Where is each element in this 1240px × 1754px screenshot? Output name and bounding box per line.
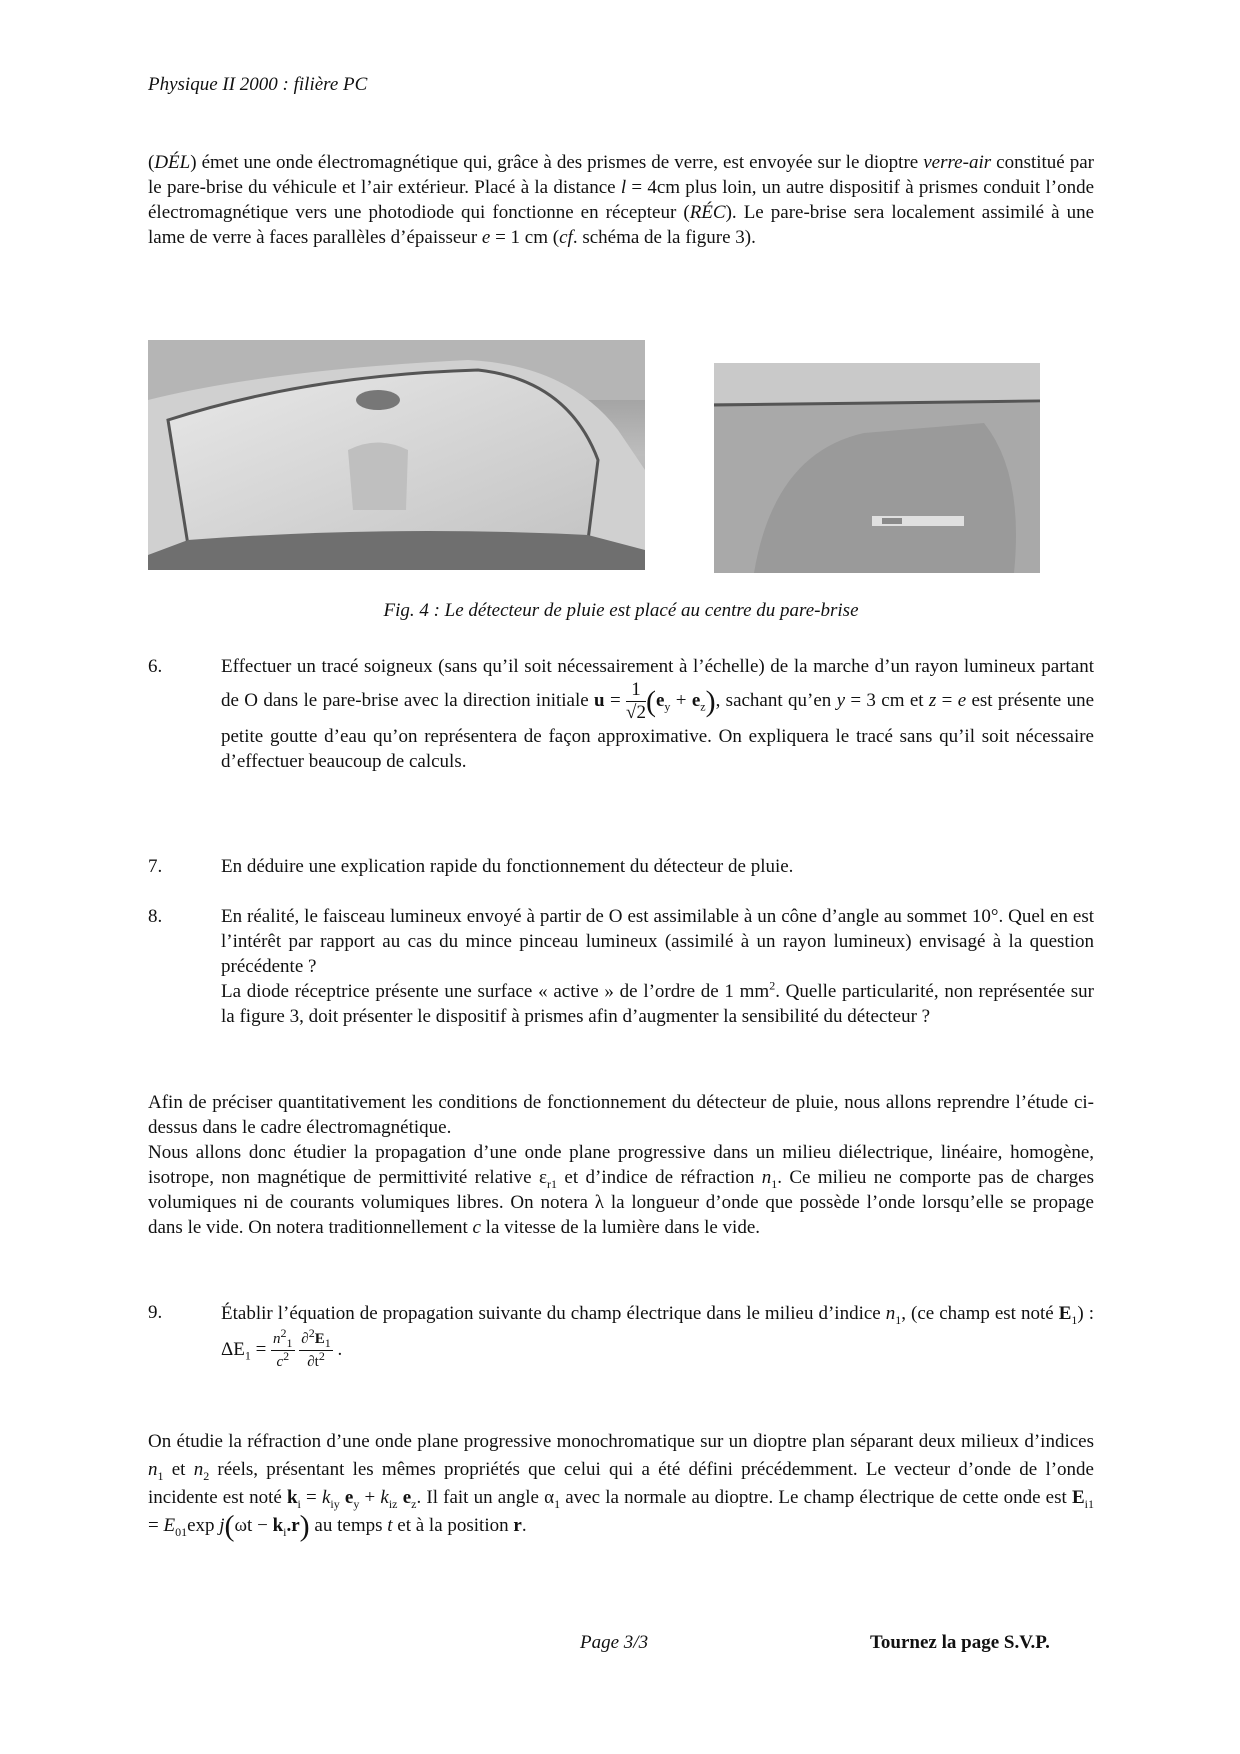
figure-caption: Fig. 4 : Le détecteur de pluie est placé au centre du pare-brise	[383, 600, 859, 621]
electromagnetic-study-paragraph: Afin de préciser quantitativement les conditions de fonctionnement du détecteur de pluie, nous allons reprendre l’étude ci-dessus dans le cadre électromagnétique. Nous allons donc étudier la propagation d’une onde plane progressive dans un milieu diélectrique, linéaire, homogène, isotrope, non magnétique de permittivité relative $\varepsilon_{r1}$ et d’indice de réfraction $n_1$. Ce milieu ne comporte pas de charges volumiques ni de courants volumiques libres. On notera λ la longueur d’onde que possède l’onde lorsqu’elle se propage dans le vide. On notera traditionnellement c la vitesse de la lumière dans le vide.	[148, 1092, 1095, 1238]
question-number: 9.	[148, 1302, 163, 1323]
question-7: 7. En déduire une explication rapide du fonctionnement du détecteur de pluie.	[148, 856, 794, 877]
question-6: 6. Effectuer un tracé soigneux (sans qu’il soit nécessairement à l’échelle) de la marche d’un rayon lumineux partant de O dans le pare-brise avec la direction initiale u = $\frac{1}{√2}$ $(e_y + e_z)$, sachant qu’en y = 3 cm et z = e est présente une petite goutte d’eau qu’on représentera de façon approximative. On expliquera le tracé sans qu’il soit nécessaire d’effectuer beaucoup de calculs.	[148, 656, 1095, 772]
refraction-paragraph: On étudie la réfraction d’une onde plane progressive monochromatique sur un dioptre plan séparant deux milieux d’indices $n_1$ et $n_2$ réels, présentant les mêmes propriétés que celui qui a été défini précédemment. Le vecteur d’onde de l’onde incidente est noté $k_i = k_{iy}$ $e_y + k_{iz}$ $e_z$. Il fait un angle $\alpha_1$ avec la normale au dioptre. Le champ électrique de cette onde est $E_{i1} = E_{01}\exp$ $j(\omega t - k_i.r)$ au temps t et à la position r.	[148, 1431, 1094, 1543]
question-number: 6.	[148, 656, 163, 677]
fraction-one-over-sqrt2: $\frac{1}{√2}$	[626, 679, 646, 723]
question-number: 7.	[148, 856, 163, 877]
windshield-photo	[148, 340, 645, 570]
running-header: Physique II 2000 : filière PC	[148, 74, 368, 95]
question-number: 8.	[148, 906, 163, 927]
rain-sensor-photo	[714, 363, 1040, 573]
question-8: 8. En réalité, le faisceau lumineux envoyé à partir de O est assimilable à un cône d’angle au sommet 10°. Quel en est l’intérêt par rapport au cas du mince pinceau lumineux (assimilé à un rayon lumineux) envisagé à la question précédente ? La diode réceptrice présente une surface « active » de l’ordre de 1 $mm^2$. Quelle particularité, non représentée sur la figure 3, doit présenter le dispositif à prismes afin d’augmenter la sensibilité du détecteur ?	[148, 906, 1095, 1027]
question-9: 9. Établir l’équation de propagation suivante du champ électrique dans le milieu d’indice $n_1$, (ce champ est noté $E_1$) : $\Delta E_1$ = $\frac{n^2_1}{c^2}$ $\frac{\partial^2E_1}{\partial t^2}$ .	[148, 1300, 1094, 1380]
turn-page-note: Tournez la page S.V.P.	[870, 1632, 1050, 1653]
fraction-n1-squared-over-c-squared: $\frac{n^2_1}{c^2}$	[273, 1326, 293, 1370]
page-number: Page 3/3	[580, 1632, 649, 1653]
fraction-second-derivative: $\frac{\partial^2E_1}{\partial t^2}$	[301, 1326, 331, 1370]
intro-paragraph: (DÉL) émet une onde électromagnétique qui, grâce à des prismes de verre, est envoyée sur le dioptre verre-air constitué par le pare-brise du véhicule et l’air extérieur. Placé à la distance l = 4cm plus loin, un autre dispositif à prismes conduit l’onde électromagnétique vers une photodiode qui fonctionne en récepteur (RÉC). Le pare-brise sera localement assimilé à une lame de verre à faces parallèles d’épaisseur e = 1 cm (cf. schéma de la figure 3).	[148, 152, 1095, 248]
